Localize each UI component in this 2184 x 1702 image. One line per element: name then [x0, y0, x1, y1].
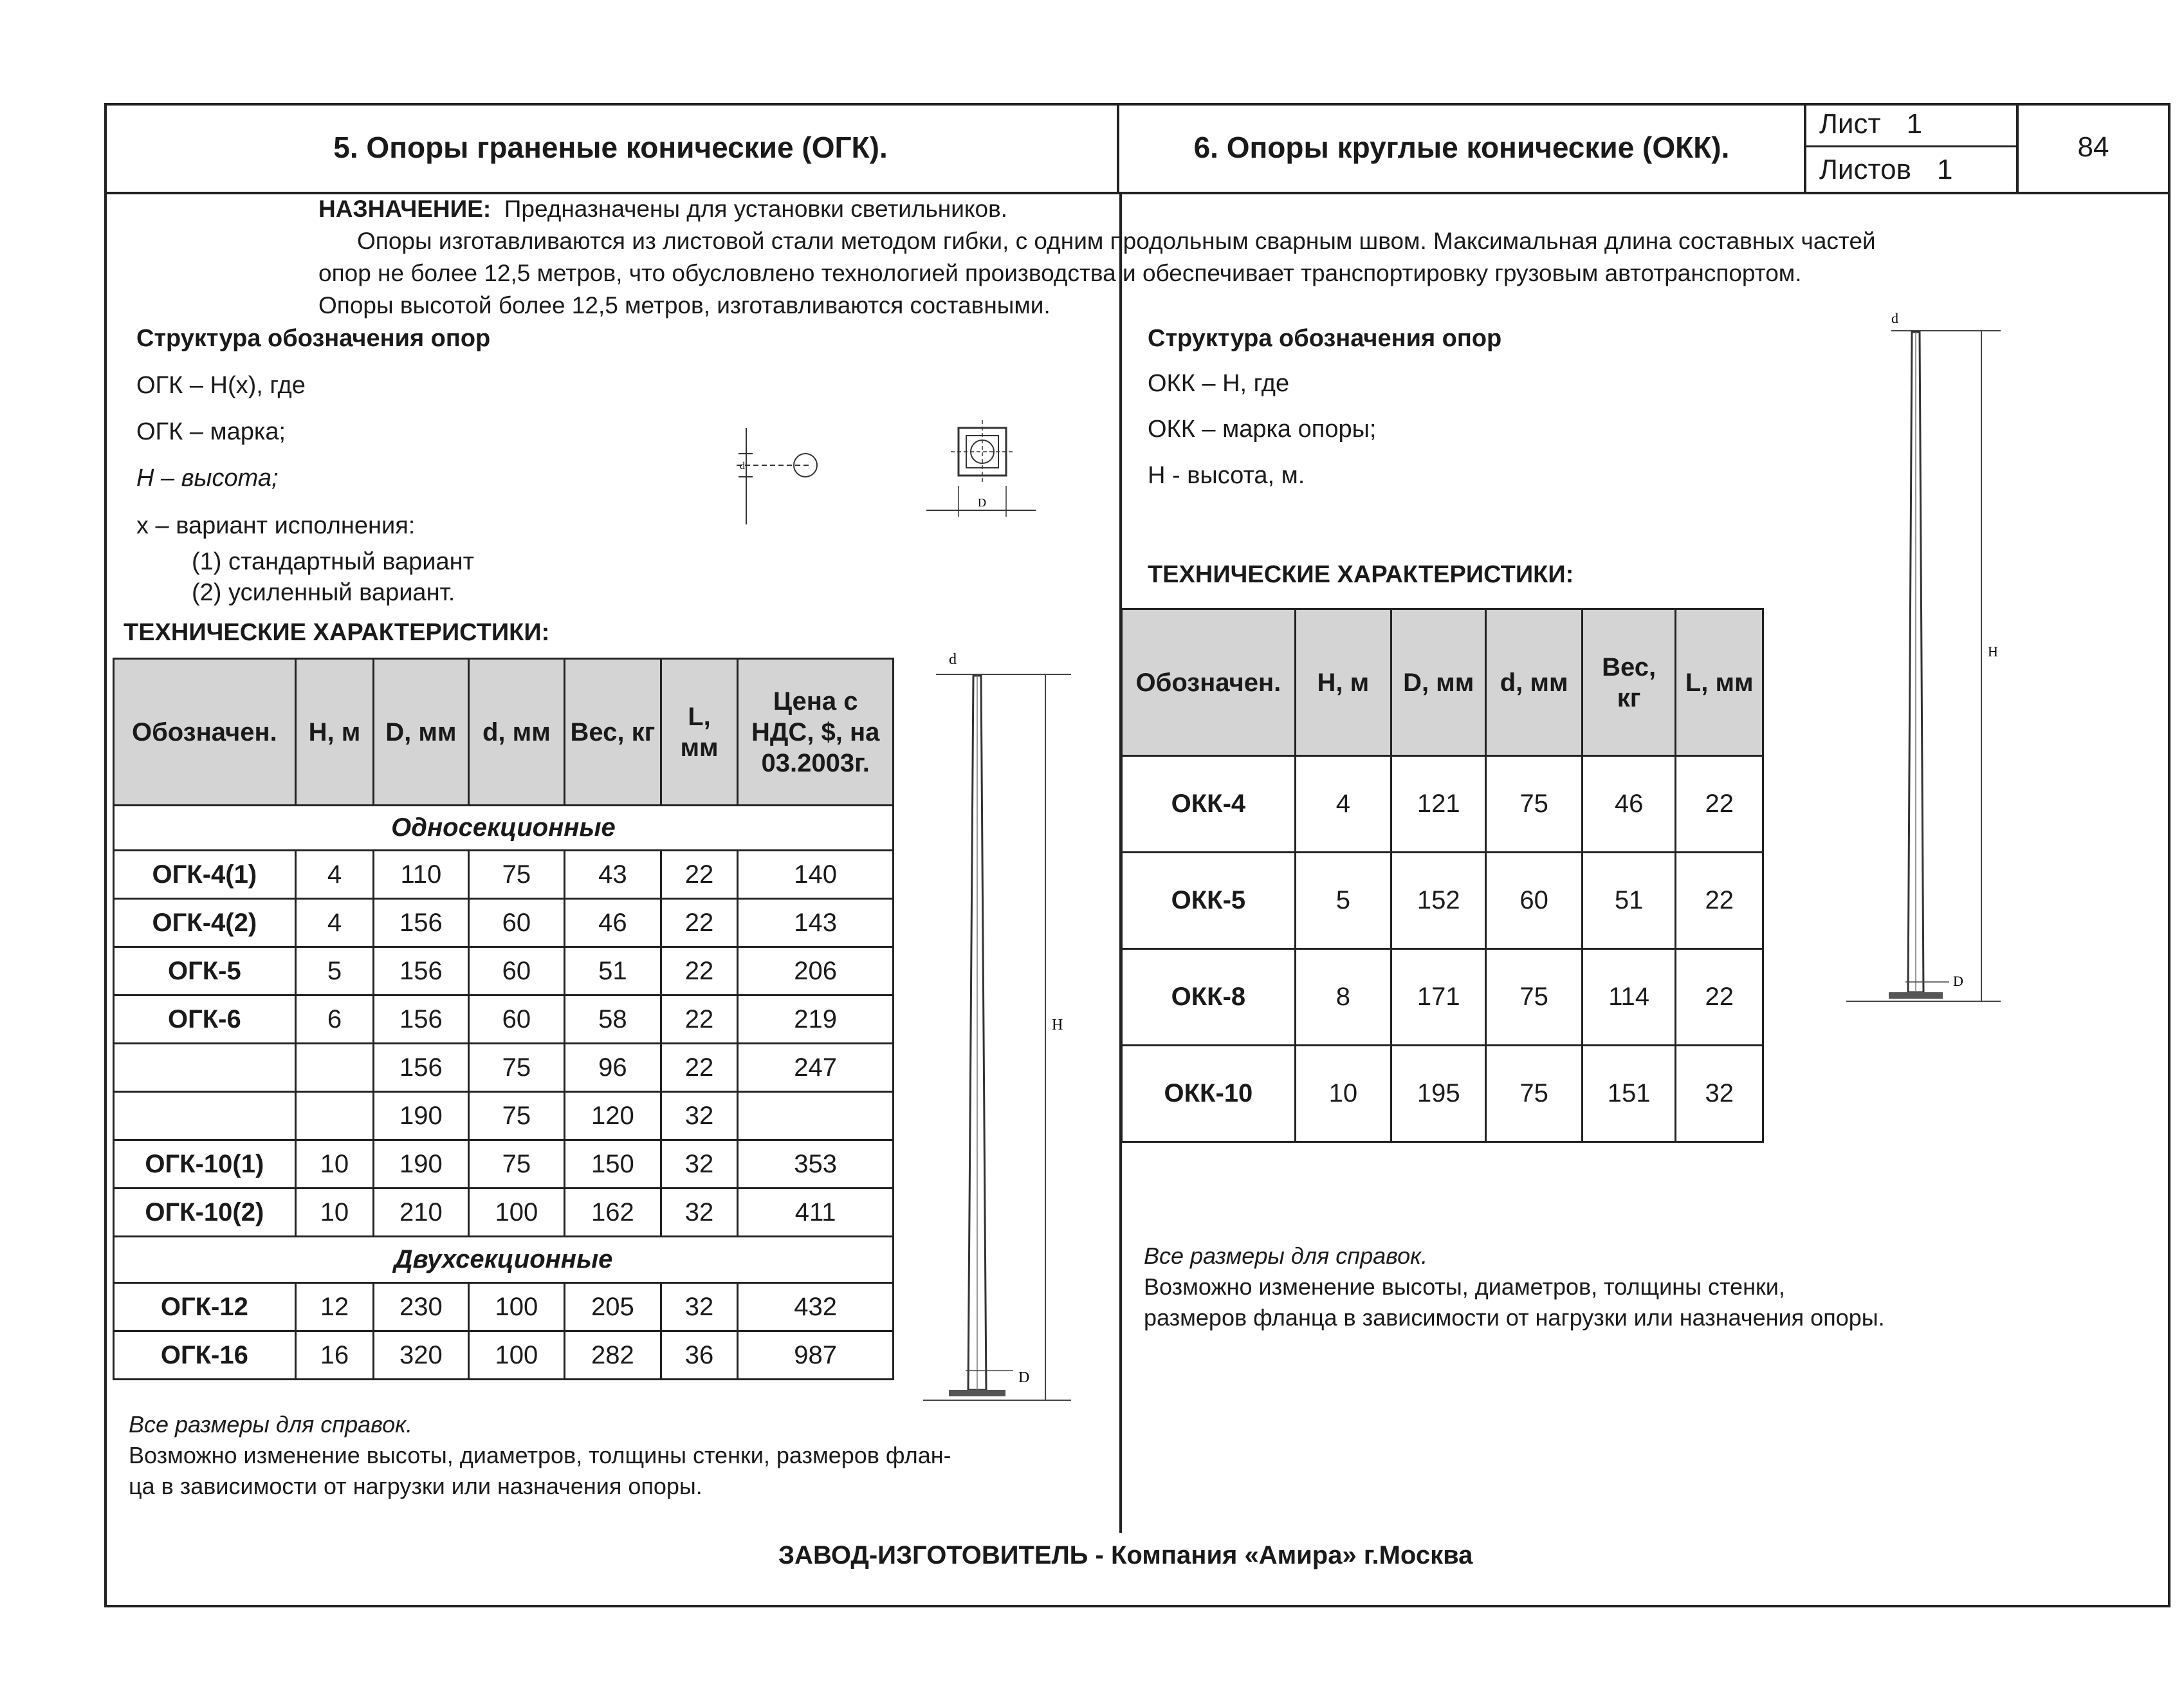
- ogk-section-title: 5. Опоры граненые конические (ОГК).: [104, 103, 1119, 192]
- ogk-table-cell: 12: [295, 1283, 374, 1331]
- okk-table-cell: ОКК-8: [1122, 949, 1296, 1046]
- okk-col-designation: Обозначен.: [1122, 609, 1296, 756]
- okk-table-body: [1122, 756, 1763, 1142]
- okk-table-cell: 114: [1582, 949, 1676, 1046]
- ogk-table-cell: 156: [374, 899, 468, 947]
- ogk-header-row: [114, 659, 894, 806]
- ogk-table-cell: 32: [661, 1092, 738, 1140]
- ogk-table-row: [114, 1140, 894, 1189]
- ogk-table-cell: 219: [738, 995, 894, 1044]
- okk-pole-D-label: D: [1953, 973, 1963, 989]
- ogk-table-cell: 156: [374, 995, 468, 1044]
- ogk-table-cell: 110: [374, 851, 468, 899]
- ogk-note: [129, 1409, 951, 1502]
- ogk-sketch-d-label: d: [740, 461, 745, 472]
- okk-table-cell: 195: [1391, 1046, 1486, 1142]
- ogk-table-cell: 411: [738, 1189, 894, 1237]
- ogk-note-line-2: ца в зависимости от нагрузки или назначения опоры.: [129, 1473, 702, 1499]
- ogk-table-cell: 75: [468, 1140, 564, 1189]
- ogk-group-two-section-label: Двухсекционные: [114, 1237, 894, 1283]
- okk-table-cell: ОКК-5: [1122, 853, 1296, 949]
- ogk-table-cell: 6: [295, 995, 374, 1044]
- ogk-table-cell: 247: [738, 1044, 894, 1092]
- ogk-group-two-section: [114, 1237, 894, 1283]
- ogk-table-cell: 100: [468, 1331, 564, 1380]
- ogk-height-line: Н – высота;: [136, 465, 279, 492]
- ogk-table-cell: 75: [468, 851, 564, 899]
- okk-spec-table: [1121, 608, 1764, 1143]
- ogk-table-row: [114, 851, 894, 899]
- okk-section-title: 6. Опоры круглые конические (ОКК).: [1119, 103, 1806, 192]
- okk-table-cell: 22: [1676, 949, 1763, 1046]
- sheet-counter: [1806, 103, 2019, 192]
- okk-note-reference: Все размеры для справок.: [1144, 1243, 1428, 1269]
- ogk-table-cell: 150: [565, 1140, 661, 1189]
- ogk-table-cell: 22: [661, 851, 738, 899]
- ogk-table-cell: 320: [374, 1331, 468, 1380]
- ogk-table-cell: [738, 1092, 894, 1140]
- ogk-group-single-section-label: Односекционные: [114, 806, 894, 851]
- okk-table-cell: ОКК-4: [1122, 756, 1296, 853]
- ogk-table-cell: 22: [661, 995, 738, 1044]
- ogk-flange-D-label: D: [978, 496, 986, 509]
- ogk-col-top-diameter: d, мм: [468, 659, 564, 806]
- ogk-table-cell: 120: [565, 1092, 661, 1140]
- ogk-table-body: [114, 806, 894, 1380]
- okk-table-cell: 121: [1391, 756, 1486, 853]
- ogk-flange-sketch: [920, 415, 1042, 524]
- ogk-table-cell: 143: [738, 899, 894, 947]
- ogk-spec-table: [113, 658, 894, 1380]
- ogk-table-cell: 32: [661, 1189, 738, 1237]
- okk-table-row: [1122, 853, 1763, 949]
- ogk-table-cell: ОГК-12: [114, 1283, 296, 1331]
- ogk-table-cell: 5: [295, 947, 374, 995]
- okk-table-cell: 46: [1582, 756, 1676, 853]
- okk-table-cell: 22: [1676, 853, 1763, 949]
- ogk-table-cell: 10: [295, 1140, 374, 1189]
- okk-pole-diagram: [1833, 309, 2014, 1010]
- ogk-col-price: Цена с НДС, $, на 03.2003г.: [738, 659, 894, 806]
- ogk-table-cell: 100: [468, 1283, 564, 1331]
- okk-table-cell: 75: [1486, 949, 1582, 1046]
- okk-col-length: L, мм: [1676, 609, 1763, 756]
- ogk-table-row: [114, 899, 894, 947]
- ogk-table-cell: 4: [295, 851, 374, 899]
- okk-table-cell: 22: [1676, 756, 1763, 853]
- sheets-value: 1: [1936, 153, 1953, 185]
- ogk-note-reference: Все размеры для справок.: [129, 1411, 413, 1438]
- okk-table-cell: 151: [1582, 1046, 1676, 1142]
- ogk-variant-line: х – вариант исполнения:: [136, 512, 416, 539]
- ogk-code-line: ОГК – Н(х), где: [136, 372, 306, 399]
- ogk-table-cell: [114, 1092, 296, 1140]
- ogk-table-cell: 22: [661, 899, 738, 947]
- ogk-tech-title: ТЕХНИЧЕСКИЕ ХАРАКТЕРИСТИКИ:: [124, 619, 550, 646]
- okk-table-cell: 75: [1486, 756, 1582, 853]
- okk-table-row: [1122, 1046, 1763, 1142]
- ogk-table-cell: 987: [738, 1331, 894, 1380]
- ogk-table-cell: ОГК-6: [114, 995, 296, 1044]
- okk-note: [1144, 1241, 1885, 1333]
- okk-col-height: Н, м: [1295, 609, 1391, 756]
- ogk-pole-H-label: H: [1052, 1017, 1063, 1033]
- ogk-table-cell: 22: [661, 1044, 738, 1092]
- ogk-pole-D-label: D: [1018, 1369, 1030, 1386]
- ogk-structure-title: Структура обозначения опор: [136, 325, 491, 352]
- ogk-table-cell: ОГК-10(1): [114, 1140, 296, 1189]
- ogk-table-cell: 32: [661, 1140, 738, 1189]
- ogk-table-cell: 58: [565, 995, 661, 1044]
- ogk-table-cell: 156: [374, 947, 468, 995]
- ogk-table-cell: 60: [468, 947, 564, 995]
- okk-table-cell: 4: [1295, 756, 1391, 853]
- ogk-table-row: [114, 1044, 894, 1092]
- ogk-table-cell: 75: [468, 1044, 564, 1092]
- okk-table-cell: 171: [1391, 949, 1486, 1046]
- ogk-col-weight: Вес, кг: [565, 659, 661, 806]
- page-number: 84: [2077, 131, 2109, 163]
- sheets-label: Листов: [1819, 153, 1911, 185]
- ogk-table-cell: 432: [738, 1283, 894, 1331]
- ogk-group-single-section: [114, 806, 894, 851]
- ogk-table-cell: 190: [374, 1140, 468, 1189]
- sheet-header: [104, 103, 2170, 194]
- ogk-side-sketch: [733, 421, 862, 531]
- ogk-col-designation: Обозначен.: [114, 659, 296, 806]
- okk-table-cell: 5: [1295, 853, 1391, 949]
- ogk-table-cell: ОГК-16: [114, 1331, 296, 1380]
- okk-pole-H-label: H: [1988, 643, 1998, 660]
- ogk-table-cell: [295, 1044, 374, 1092]
- ogk-mark-line: ОГК – марка;: [136, 418, 286, 445]
- ogk-table-row: [114, 1092, 894, 1140]
- purpose-line-2: опор не более 12,5 метров, что обусловлено технологией производства и обеспечивает транспортировку грузовым автотранспортом.: [318, 260, 1802, 286]
- okk-pole-d-label: d: [1891, 310, 1898, 326]
- ogk-table-cell: [295, 1092, 374, 1140]
- okk-table-cell: 51: [1582, 853, 1676, 949]
- purpose-block: [318, 193, 2120, 322]
- ogk-table-cell: 16: [295, 1331, 374, 1380]
- ogk-table-cell: 353: [738, 1140, 894, 1189]
- okk-table-row: [1122, 756, 1763, 853]
- ogk-col-height: Н, м: [295, 659, 374, 806]
- ogk-table-cell: 100: [468, 1189, 564, 1237]
- ogk-table-row: [114, 1331, 894, 1380]
- ogk-table-cell: 51: [565, 947, 661, 995]
- ogk-table-cell: 190: [374, 1092, 468, 1140]
- purpose-line-1: Опоры изготавливаются из листовой стали методом гибки, с одним продольным сварным швом. Максимальная длина составных частей: [357, 228, 1876, 254]
- ogk-table-cell: 10: [295, 1189, 374, 1237]
- ogk-table-cell: 75: [468, 1092, 564, 1140]
- okk-table-cell: ОКК-10: [1122, 1046, 1296, 1142]
- ogk-table-row: [114, 947, 894, 995]
- ogk-table-cell: ОГК-4(2): [114, 899, 296, 947]
- okk-table-cell: 10: [1295, 1046, 1391, 1142]
- ogk-table-cell: ОГК-10(2): [114, 1189, 296, 1237]
- okk-header-row: [1122, 609, 1763, 756]
- manufacturer-footer: ЗАВОД-ИЗГОТОВИТЕЛЬ - Компания «Амира» г.Москва: [778, 1541, 1473, 1569]
- ogk-table-cell: 282: [565, 1331, 661, 1380]
- okk-note-line-1: Возможно изменение высоты, диаметров, толщины стенки,: [1144, 1273, 1785, 1300]
- ogk-table-cell: 22: [661, 947, 738, 995]
- ogk-table-cell: 162: [565, 1189, 661, 1237]
- okk-mark-line: ОКК – марка опоры;: [1148, 416, 1377, 443]
- okk-note-line-2: размеров фланца в зависимости от нагрузки или назначения опоры.: [1144, 1304, 1885, 1331]
- ogk-table-row: [114, 1283, 894, 1331]
- ogk-table-cell: ОГК-4(1): [114, 851, 296, 899]
- ogk-table-cell: 96: [565, 1044, 661, 1092]
- ogk-variant-1: (1) стандартный вариант: [192, 548, 474, 575]
- okk-table-cell: 60: [1486, 853, 1582, 949]
- okk-col-base-diameter: D, мм: [1391, 609, 1486, 756]
- ogk-table-cell: 4: [295, 899, 374, 947]
- okk-code-line: ОКК – Н, где: [1148, 370, 1290, 397]
- purpose-line-3: Опоры высотой более 12,5 метров, изготавливаются составными.: [318, 292, 1051, 319]
- sheet-label: Лист: [1819, 108, 1881, 140]
- ogk-table-cell: 206: [738, 947, 894, 995]
- sheets-total: [1806, 147, 2016, 192]
- ogk-col-base-diameter: D, мм: [374, 659, 468, 806]
- okk-col-top-diameter: d, мм: [1486, 609, 1582, 756]
- ogk-table-cell: [114, 1044, 296, 1092]
- okk-height-line: Н - высота, м.: [1148, 462, 1305, 489]
- okk-table-cell: 8: [1295, 949, 1391, 1046]
- ogk-table-cell: 36: [661, 1331, 738, 1380]
- ogk-table-cell: 140: [738, 851, 894, 899]
- purpose-text: Предназначены для установки светильников.: [504, 196, 1008, 222]
- ogk-table-cell: 60: [468, 995, 564, 1044]
- ogk-table-cell: 230: [374, 1283, 468, 1331]
- ogk-table-row: [114, 1189, 894, 1237]
- okk-structure-title: Структура обозначения опор: [1148, 325, 1502, 352]
- okk-table-cell: 75: [1486, 1046, 1582, 1142]
- ogk-table-cell: 32: [661, 1283, 738, 1331]
- ogk-table-cell: 210: [374, 1189, 468, 1237]
- ogk-table-row: [114, 995, 894, 1044]
- ogk-pole-diagram: [910, 650, 1078, 1416]
- okk-table-row: [1122, 949, 1763, 1046]
- ogk-table-cell: 205: [565, 1283, 661, 1331]
- okk-table-cell: 32: [1676, 1046, 1763, 1142]
- ogk-note-line-1: Возможно изменение высоты, диаметров, толщины стенки, размеров флан-: [129, 1442, 951, 1468]
- ogk-table-cell: 43: [565, 851, 661, 899]
- ogk-col-length: L, мм: [661, 659, 738, 806]
- ogk-table-cell: ОГК-5: [114, 947, 296, 995]
- ogk-table-cell: 46: [565, 899, 661, 947]
- okk-table-cell: 152: [1391, 853, 1486, 949]
- ogk-table-cell: 156: [374, 1044, 468, 1092]
- sheet-value: 1: [1906, 108, 1923, 140]
- okk-col-weight: Вес, кг: [1582, 609, 1676, 756]
- ogk-pole-d-label: d: [949, 651, 957, 668]
- okk-tech-title: ТЕХНИЧЕСКИЕ ХАРАКТЕРИСТИКИ:: [1148, 561, 1574, 588]
- purpose-label: НАЗНАЧЕНИЕ:: [318, 196, 491, 222]
- sheet-number: [1806, 103, 2016, 147]
- ogk-table-cell: 60: [468, 899, 564, 947]
- ogk-variant-2: (2) усиленный вариант.: [192, 579, 455, 606]
